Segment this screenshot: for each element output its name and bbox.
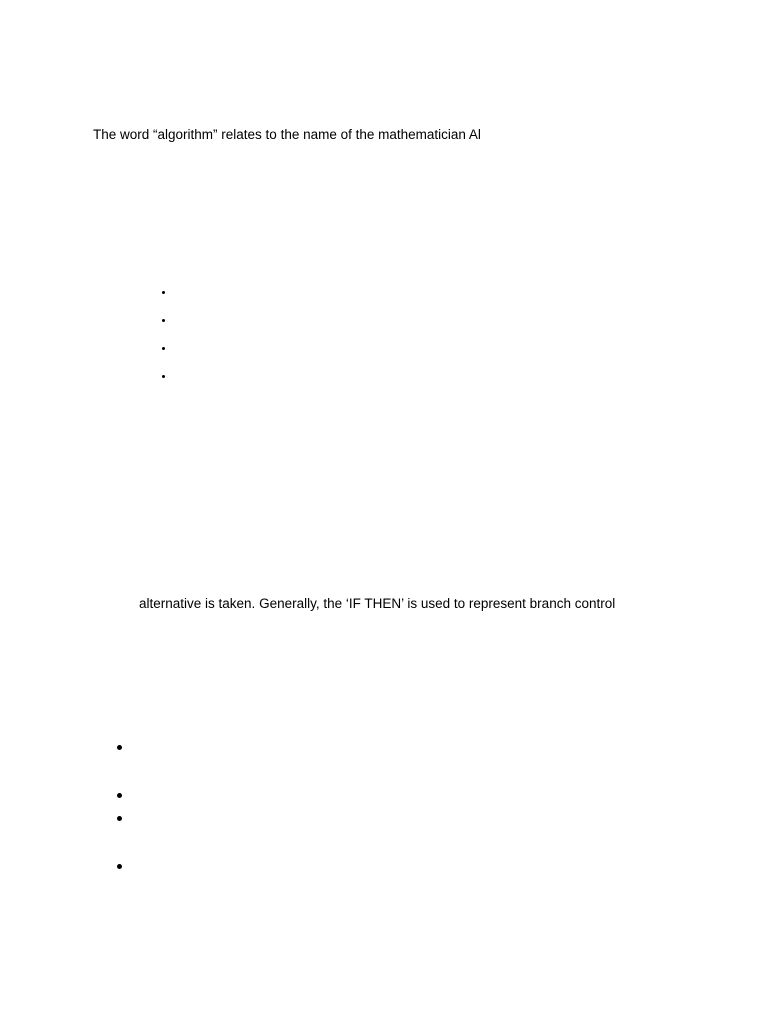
bullet-point: [117, 816, 122, 821]
bullet-point: [162, 375, 165, 378]
bullet-point: [117, 864, 122, 869]
bullet-point: [162, 291, 165, 294]
bullet-point: [162, 347, 165, 350]
bullet-point: [117, 745, 122, 750]
bullet-point: [117, 793, 122, 798]
bullet-point: [162, 319, 165, 322]
paragraph-algorithm-origin: The word “algorithm” relates to the name of the mathematician Al: [93, 127, 481, 142]
paragraph-branch-control: alternative is taken. Generally, the ‘IF THEN’ is used to represent branch control: [139, 596, 616, 611]
